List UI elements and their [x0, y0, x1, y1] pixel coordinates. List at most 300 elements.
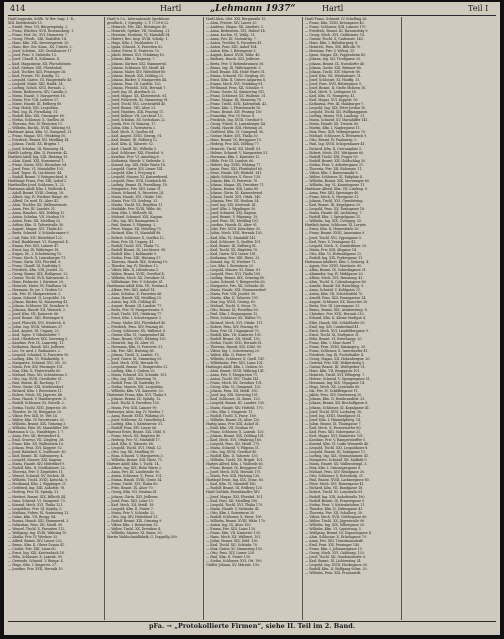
directory-entry: — Josef, Ing. IX, Alserbach 22.	[107, 89, 157, 94]
directory-entry: — Leopold, Tischl. XVI, Ottak. 12.	[107, 445, 162, 450]
column-2	[107, 17, 201, 620]
directory-entry: — Theresia, Priv. XII, Schallerg. 30.	[305, 510, 363, 515]
directory-entry: — Josefine, Hausfr. IX, Alser 91.	[206, 223, 258, 228]
directory-entry: — Hans, Beamt. XVIII, Währing 120.	[107, 336, 167, 341]
directory-entry: — Rudolf, Pens. XIV, Linzer 66.	[107, 425, 158, 430]
directory-entry: — Hans, Bez. Ger. Kanz., XX, Unterb. 2.	[8, 45, 73, 50]
directory-entry: — Emil, Bankbeamt. VI, Gumpend. 4.	[8, 239, 69, 244]
directory-entry: — Rosa, Schneid. V, Margareten 3.	[107, 454, 164, 459]
directory-entry: — Wilhelm, Kfm. VI, Capistrang. 5.	[305, 526, 362, 531]
directory-entry: — Franz, Magaz. III, Rennweg 78.	[206, 97, 262, 102]
directory-entry: — Berta, Priv. IV, Margaretenstr. 9.	[107, 308, 164, 313]
directory-entry: — Theresia, Hausb. XIX, Grinzing 19.	[107, 259, 168, 264]
directory-entry: — Josef, Schuhm. XV, Sechshaus 22.	[107, 118, 166, 123]
directory-entry: — Hermann, Ing. XIX, Vegagasse 14.	[305, 381, 366, 386]
directory-entry: — Georg, Kfm. VII, Neubau 61.	[107, 490, 158, 495]
directory-entry: — Konrad, Ing. XIX, Hohe Warte 18.	[107, 162, 166, 167]
directory-entry: — Anton, Tischler, X, Favoriten 41.	[206, 41, 263, 46]
directory-entry: — Heinrich, Maler, XV, Fünfhaus 14.	[8, 284, 68, 289]
directory-entry: Hartmann Adolf, Kfm. I, Wollzeile 4.	[8, 186, 67, 191]
directory-entry: — Walter, Beamt. XVIII, Gersthof 4.	[107, 271, 165, 276]
directory-entry: — Robert, Tischl. XI, Lorystraße 61.	[305, 490, 364, 495]
directory-entry: — Hedwig, Priv. VI, Mariahilf 17.	[107, 437, 161, 442]
directory-entry: — Georg, Schlosser, XX, Wallenst. 8.	[107, 328, 167, 333]
directory-entry: Hartmeyer Alois, Ing. IV, Wieden 7.	[107, 409, 165, 414]
directory-entry: — Leopold, Pens. XII, Meidl. 170.	[206, 441, 261, 446]
directory-entry: — Johanna, Hausfr. XII, Wienerb. 2.	[8, 308, 66, 313]
directory-entry: — Anna, Priv. V, Margareten 71.	[206, 373, 259, 378]
directory-entry: — Josef, Schlosser, XI, Hauffg. 15.	[305, 77, 361, 82]
directory-entry: — Franz, Schlosser, X, Laxenb. 120.	[206, 429, 265, 434]
directory-entry: — Berta, Schneid. V, Schönbrunner 9.	[8, 231, 70, 236]
directory-entry: — Ludwig, Kfm. I, Kärntnerstr. 51.	[107, 421, 164, 426]
directory-entry: — Katharina, Priv. XIII, Hietz. 33.	[206, 255, 261, 260]
directory-entry: — Alois, Kanzl. XXI, Stammersd. 1.	[8, 158, 65, 163]
directory-entry: Hartjes Alfred, Kfm. I, Wollzeile 60.	[206, 462, 264, 467]
directory-entry: — Stefan, Maurer, XXI, Leopoldau.	[107, 385, 164, 390]
directory-entry: — Hans, Kfm. VII, Burggasse 101.	[305, 369, 361, 374]
directory-entry: — Otto, Kfm. VI, Hofmühlgasse 21.	[305, 251, 363, 256]
directory-entry: — Franz, Magaz. XVI, Ottakring 50.	[8, 134, 67, 139]
directory-entry: — Ferdinand, Kfm. I, Wipplinger 21.	[8, 482, 67, 487]
directory-entry: — Gertrud, Priv. XIII, Wolkersberg 5.	[305, 360, 366, 365]
directory-entry: — Ignaz, Pens. XXI, Floridsdorf 60.	[206, 166, 263, 171]
column-1	[8, 17, 102, 620]
directory-entry: — Anna, Priv. XIII, Trauttmansdorff.	[305, 539, 364, 544]
directory-entry: — Wolfgang, Ing. XVIII, Währing 15.	[8, 530, 68, 535]
header-rule	[8, 15, 496, 16]
directory-entry: — Agnes, Priv. XVIII, Martinstr. 60.	[305, 263, 363, 268]
directory-entry: — Albine, Priv. XIII, Auhof 14.	[107, 288, 156, 293]
directory-entry: — Karl, Pens. XIII, Gobergasse 21.	[305, 429, 362, 434]
directory-entry: — Berta, Priv. V, Siebenbrunnen 16.	[206, 61, 265, 66]
directory-entry: — Maria, Hausfr. XX, Wallensteinpl. 3.	[305, 462, 368, 467]
directory-entry: — Karl, Mech. X, Leebgasse 50.	[305, 89, 357, 94]
directory-entry: — Walter, Tischl. XX, Jägerstraße 90.	[305, 518, 365, 523]
directory-entry: — Karl, Mech. X, Quellen 64.	[107, 130, 155, 135]
directory-entry: Hartlieb Anton, Schlosser, XI, Lorystr.	[305, 223, 367, 228]
directory-entry: — Johann, Pens. XII, Meidl. 150.	[206, 389, 259, 394]
directory-entry: — Wilhelm, Buchh., XVIII, Währing 93.	[8, 126, 72, 131]
directory-entry: — Johann, Magaz. XX, Dresdner 71.	[206, 182, 265, 187]
directory-entry: — Franz, Kfm. I, Marc-Aurel 7.	[305, 340, 356, 345]
directory-entry: — Wenzel, Schneid. XV, Sechsh. 41.	[8, 474, 66, 479]
column-divider	[104, 17, 105, 620]
directory-entry: — Leopold, Beamt. III, Landstr. 130.	[206, 401, 265, 406]
directory-entry: — Anton, Pens. XII, Meidling 33.	[8, 219, 61, 224]
column-divider	[401, 17, 402, 620]
directory-entry: — Alfred, Dr. med. IX, Alser 41.	[8, 199, 60, 204]
directory-entry: — Hugo, Kfm. I, Singerstr. 27.	[8, 563, 57, 568]
directory-entry: — Karl, Tapez. V, Nikolsdorfer 7.	[8, 332, 61, 337]
directory-entry: — Jakob, Schlosser, X, Favor. 130.	[206, 174, 262, 179]
directory-entry: Hartlauer Alfred, Kfm. VII, Lindeng. 9.	[305, 186, 368, 191]
column-divider	[203, 17, 204, 620]
directory-entry: — Walter, Kfm. IV, Favoritenstr. 52.	[8, 417, 65, 422]
directory-entry: — Wilhelmine, Priv. V, Schönbr. 61.	[107, 280, 164, 285]
directory-entry: — Karoline, Priv. V, Ramperstorffer 5.	[305, 437, 367, 442]
directory-entry: — Bruno, Beamt. XIX, Armbrusterg. 8.	[305, 308, 368, 313]
directory-entry: — Johann, Beamt. XIII, Lainz 80.	[206, 186, 260, 191]
directory-entry: — Anna, Hausfr. XII, Meidling 29.	[107, 296, 162, 301]
directory-entry: — Friedrich, Beamt. III, Rasumofsky 9.	[305, 29, 369, 34]
directory-entry: — Rudolf, Pens. III, Radetzky 19.	[107, 381, 161, 386]
directory-entry: — Ludwig, Ing. XIX, Gymnasiumstr. 41.	[305, 454, 370, 459]
directory-entry: Hartig Anna, Priv. XIII, Auhof 31.	[206, 421, 260, 426]
directory-entry: — Karl, Oberlehrer, XIX, Sievering 5.	[8, 336, 69, 341]
directory-entry: — Karl, Schlosser, XI, Simm. 120.	[206, 397, 261, 402]
directory-entry: — Karl, Angest. XVIII, Gentzg. 91.	[107, 134, 163, 139]
directory-entry: — Peter, Schlosser, XX, Wallen 70.	[206, 316, 262, 321]
part-label: Teil I	[468, 4, 489, 13]
directory-entry: — Sebastian, Pens. XII, Meidl. 90.	[8, 522, 64, 527]
directory-entry: — Alois, Tischl. X, Columbusgasse 60.	[305, 280, 367, 285]
directory-entry: — August, Schlosser, XX, Rauscher 20.	[305, 300, 369, 305]
directory-entry: — Isidor, Privat, II, Praterstr. 10.	[107, 49, 160, 54]
directory-entry: — Josef, Schlosser, XI, Geiselberg 4.	[107, 417, 166, 422]
directory-entry: — Johann, Schlosser, XX, Dresdner 9.	[8, 304, 69, 309]
directory-entry: — Anton, Pens. XIII, Auhof 104.	[206, 45, 258, 50]
directory-entry: — Wilhelm, Beamt. XIX, Sieveringer 60.	[305, 178, 370, 183]
directory-entry: — Viktor, Kfm. I, Bauernmarkt 9.	[305, 170, 359, 175]
directory-entry: — Albert, Ing. XIX, Hohe Warte 2.	[107, 466, 163, 471]
directory-entry: — Stefan, Tischl. XVII, Hernals 61.	[206, 340, 263, 345]
directory-entry: — Alois, Private, XIV, Linzer 20.	[206, 21, 258, 26]
directory-entry: — Franz, Mech. XX, Dresdner 101.	[206, 381, 263, 386]
directory-entry: — Karl, Private, VII, Kandlg. 12.	[8, 73, 61, 78]
directory-entry: — Maria, Priv. VIII, Josefst. 50.	[206, 292, 257, 297]
page-header	[4, 2, 500, 16]
directory-entry: — Bruno, Ing. IX, Währingerstr. 3.	[206, 65, 262, 70]
directory-entry: — Hedwig, Priv. XIX, Döbling 77.	[206, 142, 260, 147]
directory-entry: — Josef, Tischl. XVII, Lacknerg. 30.	[305, 409, 363, 414]
directory-entry: — Wilhelm, Tischl. XVIII, Kutschk. 9.	[8, 478, 68, 483]
directory-entry: — Heinrich, Pens. XIX, Billroth 70.	[305, 45, 362, 50]
directory-entry: — Otto, Kfm. I, Rotenturm 30.	[206, 510, 255, 515]
directory-entry: — Margarete, Schneid. XVI, Ott. 33.	[8, 360, 67, 365]
directory-entry: — Karl, Magaz. XVI, Koppstr. 90.	[305, 97, 359, 102]
directory-entry: — Gottfried, Ing. XIII, Auhofstr. 78.	[8, 486, 66, 491]
directory-entry: — Anna, Kochin, VI, Wallg. 21.	[206, 33, 256, 38]
directory-entry: — Robert, Schlosser, X, Quellen 12.	[107, 235, 165, 240]
directory-entry: — Stefan, Pens. V, Kettenbrücken 11.	[305, 502, 366, 507]
directory-entry: — Georg, Mech. XVI, Gablenzg. 120.	[305, 551, 365, 556]
directory-entry: — Hubert, Ing. XVIII, Währing 77.	[206, 162, 262, 167]
directory-entry: — Rudolf, Schlosser, X, Favor. 190.	[206, 514, 263, 519]
directory-entry: — Johann, Ing. XII, Tivoligasse 20.	[305, 57, 361, 62]
directory-entry: — Anna, Priv. XIII, Speisinger 40.	[305, 191, 360, 196]
directory-entry: — Johann, Hausb. XIX, Döbling 23.	[107, 73, 164, 78]
directory-entry: — Ewald, Pens. VII, Bürgerspitalg. 2.	[8, 25, 69, 30]
directory-entry: Hartl Franz, Schneid. IV, Schelling 26.	[305, 17, 368, 21]
directory-entry: — Franz, Mech. X, Herzgasse 31.	[305, 195, 360, 200]
directory-entry: — Johann, Bäcker, V, Margareten 44.	[107, 77, 167, 82]
page-title: „Lehmann 1937“	[210, 4, 296, 14]
directory-entry: — Hermann, Kfm. I, Kärntner 12.	[206, 154, 261, 159]
directory-entry: Martin Waldschmidfabrik, G. Doppellg 280.	[107, 535, 178, 539]
directory-entry: — Hermann, Kfm. II, Praterstr. 31.	[107, 344, 164, 349]
directory-entry: — Ernst, Kfm. II, Heinestraße 30.	[305, 227, 360, 232]
directory-entry: — Maria, Hausb. XXI, Stammersdorf.	[206, 288, 267, 293]
directory-entry: — Franz, Wächter, XVII, Rosenackerg. 1.	[8, 29, 75, 34]
directory-entry: — Carl, Fabr. XIV, Hütteldorf 122.	[8, 235, 63, 240]
directory-entry: — Gottfried, Kfm. VI, Gumpend. 90.	[206, 130, 265, 135]
directory-entry: — Rudolf, Kfm. VII, Kaiserstr. 101.	[206, 332, 262, 337]
directory-entry: — Gustav, Tischl. XVII, Kalvarienb. 3.	[8, 276, 69, 280]
directory-entry: — Berta, Priv. III, Löwengasse 31.	[305, 304, 361, 309]
directory-entry: — Viktor, Mech. XVII, Geblergasse 60.	[305, 514, 368, 519]
directory-entry: Hartlauer Anna, Kfm. VI, Gumpend. 31.	[8, 130, 73, 135]
column-divider	[302, 17, 303, 620]
directory-entry: — Stefan, Schlosser, XVI, Ott. 190.	[206, 559, 263, 564]
directory-entry: — Franz, Tischl. XVI, Thalia 60.	[107, 482, 159, 487]
directory-entry: — Rudolf, Beamt. III, Erdberg 120.	[206, 486, 263, 491]
directory-entry: — Anton, Schuhm. VII, Neubau 19.	[8, 215, 66, 220]
directory-entry: — Josef, Kfm. VII, Kaiserstr. 66.	[8, 312, 60, 317]
directory-entry: — Otto, Ing. XII, Meidling 55.	[107, 450, 156, 455]
directory-entry: — Wilhelm, Beamt. XIII, Hietz. 71.	[107, 458, 163, 463]
directory-entry: — Heinrich, Priv. XIII, Hietzinger 40.	[107, 25, 167, 30]
directory-entry: — Johann, Gärtner, XXI, Stammersd.	[107, 61, 167, 66]
directory-entry: — Rudolf, Kfm. XIX, Grinzinger 60.	[8, 114, 65, 119]
directory-entry: — Rudolf, Ing. XIII, Auhofstraße 190.	[305, 494, 366, 499]
directory-entry: — Friedrich, Kfm. VIII, Josefst. 12.	[8, 267, 65, 272]
directory-entry: — Emil, Beamt. XIX, Hohe Warte 31.	[206, 69, 266, 74]
directory-entry: — Franz, Kfm. I, Fleischmarkt 16.	[206, 106, 262, 111]
directory-entry: — Otto, Beamt. IX, Porzellan 50.	[206, 308, 259, 313]
directory-entry: — Leo, Kfm. I, Rotenturm 20.	[206, 263, 254, 268]
directory-entry: — Hans, Kfm. XIX, Sieveringerstr. 30.	[8, 41, 70, 46]
directory-entry: — Anton, Ing. IX, Alser 150.	[206, 522, 252, 527]
directory-entry: — Karl, Magaz. XVI, Hasnerstr. 101.	[305, 433, 364, 438]
directory-entry: — Wilhelm, Fabr. XV, Mariahilfer 180.	[8, 425, 70, 430]
directory-entry: — Elise, Hausb. XXI, Schloßhofer 30.	[305, 320, 366, 325]
directory-entry: — Stefan, Pens. V, Arbeitergasse 21.	[305, 162, 364, 167]
directory-entry: — Arnold, Pens. XIII, Fasangarten 14.	[305, 296, 367, 301]
directory-entry: — Leopold, Tischl. XVI, Thalia 170.	[206, 502, 264, 507]
directory-entry: — Stefan, Pens. XIII, Hietzing 57.	[107, 255, 162, 260]
directory-entry: — Ignaz, Schneid. II, Leopoldst. 18.	[8, 296, 66, 301]
directory-entry: — Emil, Pens. XIV, Penzinger 140.	[305, 543, 361, 548]
directory-entry: — Josef, Fuhrwerk. XI, Simmering 91.	[107, 97, 169, 102]
directory-entry: — Heinrich, Ing. IX, Alser 55.	[107, 340, 155, 345]
directory-entry: — Leopold, Maler, XIII, Hadik. 14.	[8, 81, 64, 86]
directory-entry: — Josef, Pens. XII, Meidling 101.	[206, 219, 260, 224]
directory-entry: — Rudolf, Beamt. XIV, Goldschlag 30.	[305, 158, 366, 163]
directory-entry: — Josef, Beamt. VIII, Alser 21.	[107, 106, 157, 111]
directory-entry: — Otto, Schlosser, X, Rotenhofg. 21.	[305, 474, 364, 479]
directory-entry: — Leo, Dr. med. I, Rathausstr. 2.	[8, 348, 61, 353]
directory-entry: — Konrad, Kfm. VI, Linke Wienzeile 40.	[305, 441, 370, 446]
directory-entry: — Theresia, Hausfr. XIX, Döbl. 90.	[206, 344, 262, 349]
directory-entry: — Stefan, Schlosser, X, Quellen 38.	[8, 118, 66, 123]
directory-entry: — Irma, Schneid. VI, Gumpend. 73.	[8, 498, 66, 503]
directory-entry: — Georg, Pferdt., XIII, Rudolfsh. 14.	[8, 37, 67, 42]
directory-entry: — Anna, Priv. III, Sechskrüg. 7.	[206, 37, 257, 42]
directory-entry: — Karl, Tischl. XII, Schönbr. 70.	[206, 543, 258, 548]
directory-entry: — Fritz, Beamt. IX, Alser 70.	[107, 486, 154, 491]
directory-entry: — Christine, Priv. XVII, Hernals 210.	[305, 312, 365, 317]
directory-entry: — Wilhelm, Beamt. IX, Alser 120.	[206, 417, 261, 422]
directory-entry: — Leopold, Ing. XVIII, Hockegasse 30.	[305, 563, 368, 568]
directory-entry: — Herbert, Beamt. XIX, Billroth 44.	[8, 494, 66, 499]
directory-entry: — Franz, Beamt. IX, Berggasse 41.	[206, 466, 263, 471]
directory-entry: — Alois, Schuhm. X, Favoriten 66.	[107, 292, 163, 297]
directory-entry: — Karl, Pens. V, Zentagasse 41.	[305, 239, 357, 244]
directory-entry: — Leopold, Maurer, XI, Kaiserebersd.	[107, 174, 169, 179]
directory-entry: — Josef, Hausbes. XIII, Penzing 11.	[107, 110, 165, 115]
directory-entry: — Hermann, Dr. jur. I, Graben 13.	[8, 288, 63, 293]
directory-entry: — Maria, Hausb. V, Margareten 16.	[8, 93, 66, 98]
directory-entry: — Otto, Ing. XVIII, Gersthof 40.	[206, 450, 258, 455]
directory-entry: — Leopold, Kfm. II, Prater 7.	[107, 506, 154, 511]
directory-entry: — Mathilde, Priv. XVIII, Währ. 66.	[107, 207, 162, 212]
directory-entry: — Rosa, Priv. III, Ungarg. 41.	[107, 239, 155, 244]
directory-entry: — Franz, Tischl. XVII, Kalvarienb. 42.	[206, 101, 268, 106]
directory-entry: — Martin, Tischl. XX, Brigitten 11.	[107, 203, 164, 208]
directory-entry: — Josef, Kfm. I, Himmelpfortg. 14.	[305, 417, 361, 422]
directory-entry: — Ludwig, Beamt. VIII, Laudong. 31.	[305, 114, 366, 119]
directory-entry: — Karl, Schlosser, XXI, Floridsd. 9.	[107, 150, 164, 155]
column-3	[206, 17, 300, 620]
directory-entry: — Josef, Fleischh. XVI, Neulerch. 4.	[8, 320, 66, 325]
directory-entry: — Adolf, Beamt. XVIII, Gentzg. 28.	[8, 191, 65, 196]
directory-entry: — Julius, Mech. XVII, Hernals 130.	[206, 231, 263, 236]
directory-entry: — Hans, Prokurist, I, Kärntner 29.	[8, 280, 64, 285]
directory-entry: — Josef, Ing. XIX, Sievering 101.	[206, 393, 259, 398]
directory-entry: — Ludwig, Kfm. I, Graben 20.	[107, 369, 156, 374]
directory-entry: — Julie, Priv. XVIII, Kutschker 30.	[206, 227, 261, 232]
directory-entry: — Maria, Priv. XIII, Hietzing 130.	[206, 474, 261, 479]
directory-entry: — Karl, Magazineur, XII, Flurschützstr.	[8, 61, 72, 66]
directory-entry: — Maria, Schneid. XV, Mariahilfer 141.	[305, 118, 369, 123]
directory-entry: — Franz, Beamt. XIV, Penzing 130.	[206, 110, 263, 115]
directory-entry: — Alfred, Beamt. XIV, Linzer 220.	[8, 539, 63, 544]
directory-entry: — Karl, Mech. X, Pernerstorfer 80.	[305, 425, 362, 430]
directory-entry: — Franz, Gastw. XI, Simmering 101.	[206, 89, 266, 94]
directory-entry: — Wilhelm, Pens. XXI, Frauenstift.	[305, 571, 362, 576]
directory-entry: — Maria, Priv. VII, Seideng. 33.	[107, 199, 159, 204]
directory-entry: — Leopold, Maurer, XI, Simm. 61.	[206, 267, 262, 272]
directory-entry: — Anton, Schlosser, X, Favor. 101.	[107, 474, 163, 479]
directory-entry: — Josef, Schuhm. III, Rennweg 14.	[8, 146, 65, 151]
directory-entry: — Ludwig, Schuh. XVII, Hernals. 2.	[8, 85, 66, 90]
directory-entry: — Franz, Prof. Dr., XVI, Hasnerstr. 7.	[8, 33, 68, 38]
directory-entry: — Rudolf, Beamt. IX, Pramergasse 9.	[305, 498, 366, 503]
directory-entry: — Rudolf, Schlosser, XI, Geiselb. 2.	[8, 401, 65, 406]
directory-entry: — Margarete, Schneid. XII, Malfatti 9.	[305, 458, 368, 463]
directory-entry: — Johann, Beamt. IX, Spitalg. 12.	[107, 397, 162, 402]
directory-entry: — Franz, Kfm. XVIII, Kreuzgasse 40.	[305, 21, 365, 26]
directory-entry: — Josef, Kfm. I, Wipplinger 30.	[206, 207, 257, 212]
directory-entry: — Amalie, Hausfr. XII, Ratschkyg. 9.	[305, 284, 365, 289]
directory-entry: — Karl, Mech. XVI, Ottakring 160.	[206, 437, 262, 442]
directory-entry: — Ernst, Ing. XIX, Krottenbach 18.	[8, 551, 65, 556]
directory-entry: — Luise, Schneid. V, Reinprechts 60.	[206, 280, 266, 285]
directory-entry: — Arthur, Kfm. II, Taborstraße 38.	[8, 223, 64, 228]
directory-entry: — Emil, Kfm. VII, Neubau 90.	[206, 425, 255, 430]
directory-entry: — Gustav, Maler, XVI, Thalia 30.	[206, 134, 259, 139]
directory-entry: — Josef, Schuhm., XIV, Sechshauser 17.	[8, 49, 73, 54]
directory-entry: — Friedrich, Ing. IX, Fuchsthaller 4.	[305, 352, 364, 357]
directory-entry: — Karoline, Priv. VI, Amerling 8.	[107, 154, 160, 159]
directory-entry: — Georg, Kfm. VI, Gumpend. 120.	[206, 385, 262, 390]
directory-entry: — Otto, Ing. XVIII, Gersthofer 51.	[8, 377, 63, 382]
directory-entry: — Josefa, Priv. IV, Rainerg. 17.	[107, 122, 157, 127]
directory-entry: — Karl, Mech. XII, Meidl. 18.	[107, 502, 155, 507]
directory-entry: — Martin, Kfm. II, Taborstr. 101.	[206, 296, 260, 301]
directory-entry: — Karl, Beamt. III, Salesianerg. 4.	[8, 454, 64, 459]
directory-entry: — Max, Gastw. XI, Simmering 150.	[206, 547, 263, 552]
directory-entry: — Viktor, Ing. I, Schottenring 20.	[206, 348, 260, 353]
directory-entry: — Albin, Beamt. IX, Sobieskigasse 31.	[305, 267, 367, 272]
directory-entry: — Rudolf, Beamt. IX, Liechtenst. 98.	[107, 247, 167, 252]
directory-entry: — Gertrude, Schneid. V, Reinpr. 4.	[8, 559, 64, 564]
directory-entry: — Oskar, Kfm. VII, Burgg. 84.	[8, 514, 57, 519]
directory-entry: — Franz, Kfm. XX, Wallenstein 10.	[8, 441, 64, 446]
page-number: 414	[10, 4, 26, 13]
directory-entry: — Maria, Schneid. X, Favoriten 24.	[107, 191, 164, 196]
directory-entry: — Max, Pens. XIII, Veitingergasse 70.	[305, 130, 367, 135]
directory-entry: — Rudolf, Ing. XIX, Pyrkergasse 11.	[305, 255, 364, 260]
directory-entry: — Richard, Kfm. VII, Bandgasse 18.	[305, 486, 364, 491]
directory-entry: — Rudolf, Kfm. II, Nordbahnstr. 22.	[8, 466, 66, 471]
directory-entry: — Paul, Beamt. III, Rochusg. 17.	[8, 381, 61, 386]
directory-entry: — Konrad, Ing. IV, Wiedner 71.	[206, 259, 257, 264]
directory-entry: — Maria, Hausfr. XX, Treustr. 60.	[305, 122, 360, 127]
directory-entry: — Karl, Beamt. III, Erdberg 12.	[107, 138, 158, 143]
directory-entry: — Josef, Kfm. VII, Westbahnstr. 31.	[305, 73, 362, 78]
directory-entry: — Paul, Ing. XVIII, Schopenhauer 41.	[305, 142, 366, 147]
directory-entry: — Max, Kfm. I, Wollzeile 34.	[107, 211, 153, 216]
directory-entry: — Johann, Tischl. XIV, Märzstr. 80.	[305, 69, 362, 74]
directory-entry: — Wilhelm, Beamt. XIX, Grinzing 3.	[8, 421, 67, 426]
directory-entry: — Karl, Kfm. VI, Stumperg. 41.	[305, 93, 356, 98]
directory-entry: — Katharina, Hausb. XXI, Jedlesee.	[8, 344, 66, 349]
directory-entry: — August, Kanzl. XVIII, Währ. 45.	[206, 53, 261, 58]
directory-entry: — Leopold, Pens. XVI, Thalia 100.	[206, 271, 261, 276]
directory-entry: — Leopold, Maurer, XXI, Kagran.	[8, 458, 62, 463]
directory-entry: — Theresia, Priv. IV, Favoriten 11.	[8, 122, 64, 127]
directory-entry: — Viktor, Kfm. I, Rotenturm 15.	[107, 522, 159, 527]
directory-entry: — Johann, Bäcker, XI, Simmering 41.	[8, 300, 69, 305]
directory-entry: — Leopold, Ing. XIX, Peter Jordan 30.	[305, 106, 366, 111]
directory-entry: — Leopold, Pens. XVII, Dornbach 88.	[107, 178, 168, 183]
directory-entry: — Mathias, Fuhrw. XI, Simmering 12.	[8, 510, 70, 515]
directory-entry: — Julius, Beamt. IX, Thurngasse 7.	[305, 421, 362, 426]
directory-entry: — Rudolf, Kfm. II, Taborstr. 130.	[206, 454, 259, 459]
directory-entry: — Emil, Graveur, VII, Zieglerg. 38.	[8, 437, 65, 442]
directory-entry: — Anna, Hausbes. XIX, Döbling 12.	[8, 211, 66, 216]
directory-entry: — Cäcilie, Priv. XIII, Lainz 60.	[8, 547, 57, 552]
directory-entry: — Ernst, Ing. IX, Währinger 18.	[8, 247, 60, 252]
directory-entry: — Johann, Beamt. XII, Bischoffgasse 8.	[305, 401, 369, 406]
directory-entry: — Helene, Schneid. V, Margareten 51.	[206, 150, 269, 155]
directory-entry: — Maria, Hausfr. XIV, Hütteld. 170.	[206, 405, 264, 410]
directory-entry: — Karl, Tischl. XX, Brigitten 70.	[206, 247, 258, 252]
directory-entry: — Katharina, Hausfr. V, Siebenbr. 3.	[107, 158, 166, 163]
directory-entry: — Michael, Schmied, XXI, Kagran.	[107, 215, 164, 220]
directory-entry: — Wilhelm, Beamt. XVIII, Währ. 170.	[206, 518, 266, 523]
directory-entry: — Rudolf, Beamt. XII, Meidl. 130.	[206, 336, 261, 341]
directory-entry: — Heinrich, Tischl. XVI, Effingerg. 7.	[305, 373, 366, 378]
directory-entry: — Josef, Magaz. XXI, Floridsd. 101.	[206, 494, 264, 499]
directory-entry: — Johann, Tischl. XVI, Ottak. 140.	[206, 195, 262, 200]
directory-entry: — Emma, Priv. XIII, Lainz 130.	[206, 526, 256, 531]
directory-entry: — Peter, Mech. XVI, Römergasse 41.	[305, 482, 365, 487]
directory-entry: — Johann, Kfm. II, Rembrandtstr. 33.	[305, 397, 366, 402]
directory-entry: — Walter, Tischl. XX, Dresdner 4.	[107, 526, 162, 531]
